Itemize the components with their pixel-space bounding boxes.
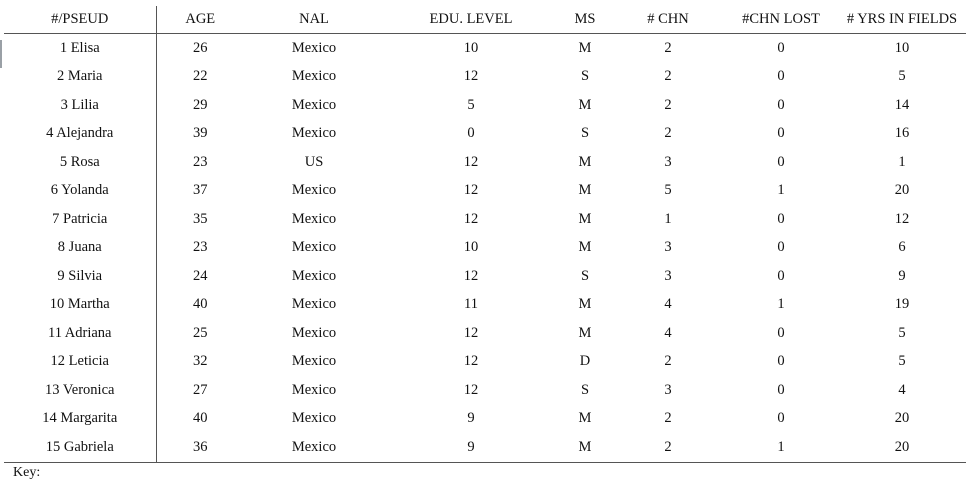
table-row	[4, 433, 966, 462]
cell-nationality: Mexico	[291, 125, 337, 142]
cell-children: 4	[664, 296, 672, 313]
cell-pseudonym: 13 Veronica	[4, 376, 156, 405]
cell-children: 5	[664, 182, 672, 199]
cell-years-in-fields: 5	[898, 68, 906, 85]
cell-children-lost: 0	[777, 39, 785, 56]
cell-marital-status: M	[578, 182, 592, 199]
cell-children: 1	[664, 210, 672, 227]
cell-children-lost: 0	[777, 210, 785, 227]
cell-children-lost: 0	[777, 410, 785, 427]
page-edge-marker	[0, 40, 2, 68]
cell-marital-status: M	[578, 153, 592, 170]
cell-marital-status: M	[578, 210, 592, 227]
table-body	[4, 34, 966, 463]
table-row	[4, 319, 966, 348]
cell-age: 25	[193, 324, 208, 341]
table-row	[4, 262, 966, 291]
cell-marital-status: S	[580, 267, 590, 284]
cell-marital-status: M	[578, 239, 592, 256]
cell-years-in-fields: 20	[894, 182, 910, 199]
cell-education-level: 12	[463, 381, 479, 398]
cell-marital-status: S	[580, 381, 590, 398]
column-header-marital-status: MS	[574, 11, 596, 27]
cell-age: 35	[193, 210, 208, 227]
cell-children: 3	[664, 153, 672, 170]
cell-years-in-fields: 20	[894, 410, 910, 427]
column-header-pseudonym: #/PSEUD	[4, 6, 156, 34]
cell-pseudonym: 10 Martha	[4, 291, 156, 320]
cell-nationality: Mexico	[291, 438, 337, 455]
cell-children-lost: 0	[777, 381, 785, 398]
cell-children-lost: 0	[777, 239, 785, 256]
cell-pseudonym: 14 Margarita	[4, 405, 156, 434]
cell-years-in-fields: 14	[894, 96, 910, 113]
table-row	[4, 376, 966, 405]
cell-years-in-fields: 12	[894, 210, 910, 227]
column-header-nationality: NAL	[299, 11, 329, 27]
table-row	[4, 348, 966, 377]
cell-marital-status: M	[578, 438, 592, 455]
cell-age: 23	[193, 239, 208, 256]
cell-children: 3	[664, 381, 672, 398]
cell-marital-status: S	[580, 68, 590, 85]
cell-children: 2	[664, 39, 672, 56]
cell-age: 23	[193, 153, 208, 170]
table-row	[4, 120, 966, 149]
cell-years-in-fields: 4	[898, 381, 906, 398]
table-row	[4, 205, 966, 234]
table-row	[4, 91, 966, 120]
cell-nationality: Mexico	[291, 410, 337, 427]
table-row	[4, 34, 966, 63]
cell-education-level: 10	[463, 239, 479, 256]
cell-children-lost: 0	[777, 353, 785, 370]
column-header-age: AGE	[185, 11, 216, 27]
cell-years-in-fields: 16	[894, 125, 910, 142]
cell-nationality: Mexico	[291, 296, 337, 313]
cell-pseudonym: 3 Lilia	[4, 91, 156, 120]
cell-education-level: 12	[463, 210, 479, 227]
cell-age: 24	[193, 267, 208, 284]
cell-education-level: 5	[467, 96, 475, 113]
cell-age: 36	[193, 438, 208, 455]
cell-age: 26	[193, 39, 208, 56]
cell-children: 3	[664, 239, 672, 256]
cell-children-lost: 1	[777, 438, 785, 455]
table-header	[4, 6, 966, 34]
cell-children-lost: 0	[777, 125, 785, 142]
cell-nationality: Mexico	[291, 381, 337, 398]
key-label: Key:	[13, 464, 41, 480]
cell-marital-status: M	[578, 39, 592, 56]
cell-nationality: Mexico	[291, 39, 337, 56]
cell-education-level: 9	[467, 410, 475, 427]
cell-children-lost: 0	[777, 324, 785, 341]
cell-children: 3	[664, 267, 672, 284]
cell-nationality: Mexico	[291, 353, 337, 370]
cell-years-in-fields: 6	[898, 239, 906, 256]
column-header-children: # CHN	[647, 11, 689, 27]
cell-children: 2	[664, 96, 672, 113]
cell-pseudonym: 9 Silvia	[4, 262, 156, 291]
cell-pseudonym: 6 Yolanda	[4, 177, 156, 206]
table-row	[4, 148, 966, 177]
table-row	[4, 63, 966, 92]
cell-nationality: Mexico	[291, 267, 337, 284]
cell-marital-status: M	[578, 410, 592, 427]
cell-pseudonym: 7 Patricia	[4, 205, 156, 234]
cell-pseudonym: 2 Maria	[4, 63, 156, 92]
cell-pseudonym: 8 Juana	[4, 234, 156, 263]
column-header-children-lost: #CHN LOST	[742, 11, 820, 27]
cell-education-level: 11	[464, 296, 478, 313]
cell-age: 39	[193, 125, 208, 142]
cell-marital-status: M	[578, 324, 592, 341]
cell-years-in-fields: 1	[898, 153, 906, 170]
cell-children-lost: 0	[777, 153, 785, 170]
table-row	[4, 177, 966, 206]
cell-education-level: 12	[463, 182, 479, 199]
cell-marital-status: D	[579, 353, 591, 370]
cell-children-lost: 0	[777, 68, 785, 85]
cell-nationality: Mexico	[291, 96, 337, 113]
cell-children: 2	[664, 353, 672, 370]
cell-age: 32	[193, 353, 208, 370]
cell-children-lost: 0	[777, 96, 785, 113]
cell-nationality: Mexico	[291, 239, 337, 256]
cell-nationality: Mexico	[291, 68, 337, 85]
column-header-education-level: EDU. LEVEL	[429, 11, 513, 27]
table-row	[4, 234, 966, 263]
cell-education-level: 12	[463, 324, 479, 341]
cell-pseudonym: 15 Gabriela	[4, 433, 156, 462]
cell-age: 40	[193, 410, 208, 427]
cell-children: 2	[664, 68, 672, 85]
cell-years-in-fields: 9	[898, 267, 906, 284]
cell-years-in-fields: 20	[894, 438, 910, 455]
header-row	[4, 6, 966, 34]
cell-years-in-fields: 10	[894, 39, 910, 56]
column-header-years-in-fields: # YRS IN FIELDS	[846, 11, 958, 27]
table-row	[4, 405, 966, 434]
cell-age: 22	[193, 68, 208, 85]
cell-pseudonym: 1 Elisa	[4, 34, 156, 63]
cell-children: 2	[664, 125, 672, 142]
cell-education-level: 10	[463, 39, 479, 56]
cell-education-level: 9	[467, 438, 475, 455]
cell-years-in-fields: 5	[898, 353, 906, 370]
cell-children-lost: 1	[777, 182, 785, 199]
cell-years-in-fields: 5	[898, 324, 906, 341]
cell-pseudonym: 12 Leticia	[4, 348, 156, 377]
cell-age: 37	[193, 182, 208, 199]
cell-pseudonym: 5 Rosa	[4, 148, 156, 177]
cell-education-level: 12	[463, 353, 479, 370]
cell-age: 29	[193, 96, 208, 113]
cell-age: 27	[193, 381, 208, 398]
cell-children-lost: 1	[777, 296, 785, 313]
cell-education-level: 12	[463, 153, 479, 170]
cell-nationality: Mexico	[291, 182, 337, 199]
cell-education-level: 12	[463, 68, 479, 85]
table-row	[4, 291, 966, 320]
cell-education-level: 12	[463, 267, 479, 284]
cell-children: 2	[664, 410, 672, 427]
cell-children: 2	[664, 438, 672, 455]
cell-age: 40	[193, 296, 208, 313]
cell-pseudonym: 11 Adriana	[4, 319, 156, 348]
cell-nationality: US	[304, 153, 324, 170]
cell-education-level: 0	[467, 125, 475, 142]
cell-nationality: Mexico	[291, 324, 337, 341]
participant-table	[4, 6, 966, 463]
cell-pseudonym: 4 Alejandra	[4, 120, 156, 149]
cell-marital-status: S	[580, 125, 590, 142]
cell-children-lost: 0	[777, 267, 785, 284]
cell-years-in-fields: 19	[894, 296, 910, 313]
cell-children: 4	[664, 324, 672, 341]
cell-nationality: Mexico	[291, 210, 337, 227]
participant-table-container	[4, 6, 966, 481]
cell-marital-status: M	[578, 96, 592, 113]
cell-marital-status: M	[578, 296, 592, 313]
